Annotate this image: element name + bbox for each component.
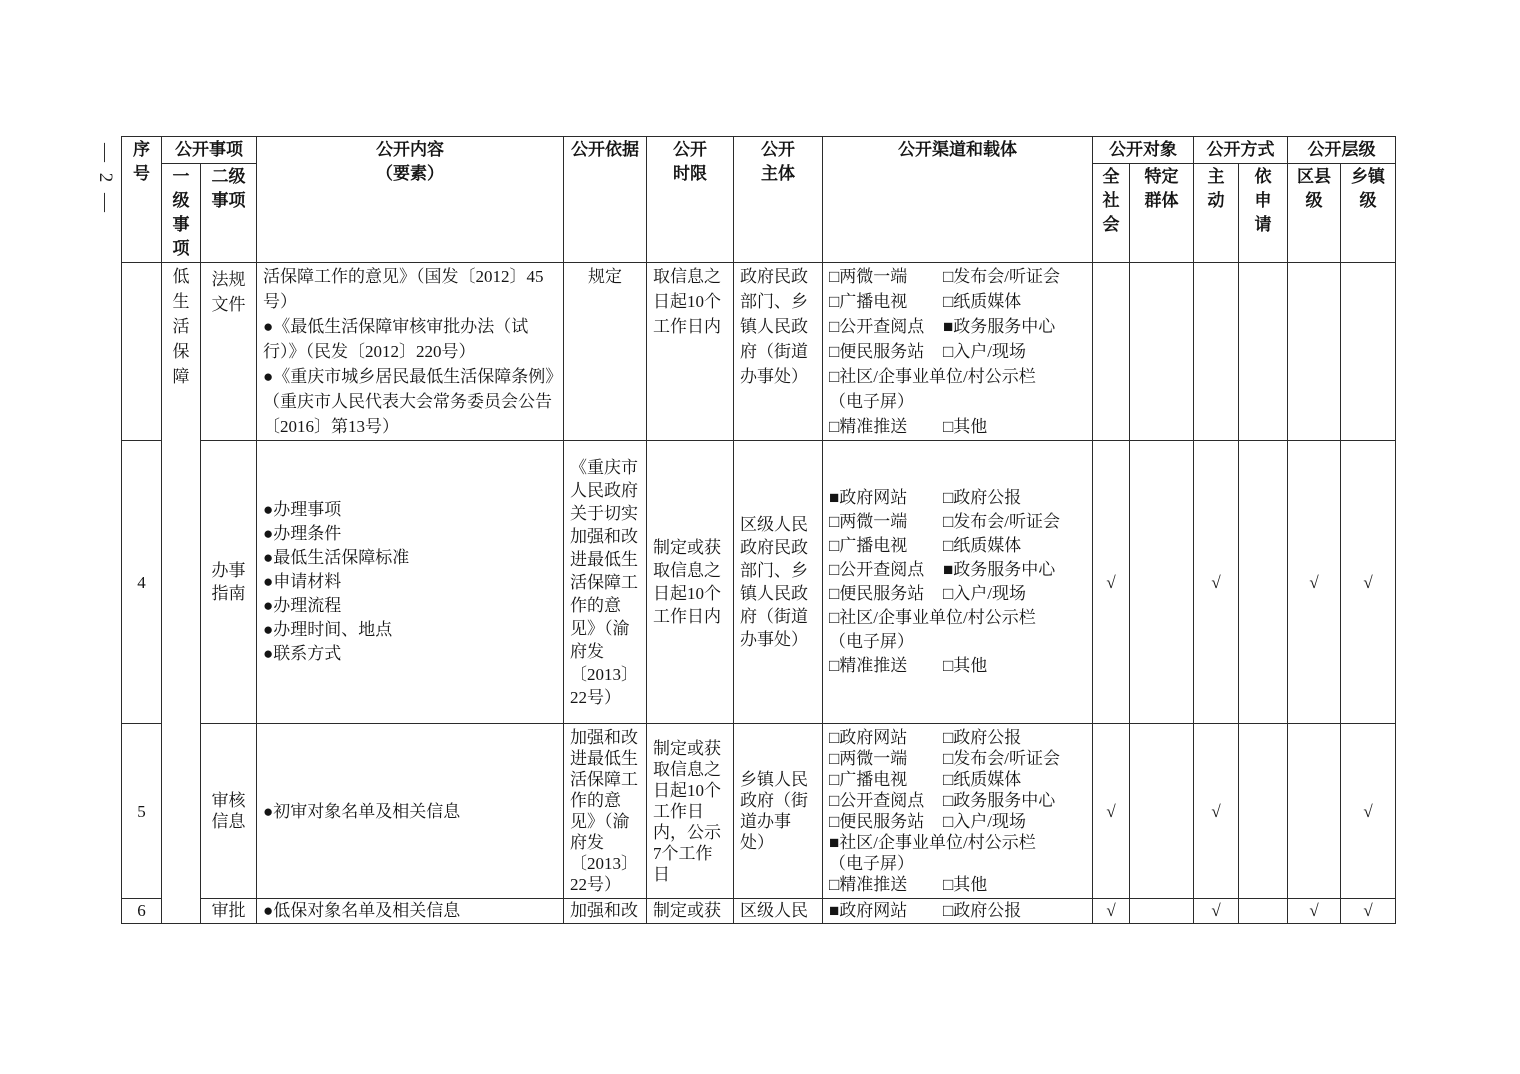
header-gongkai-zhuti — [734, 137, 823, 263]
header-gongkai-neirong-line2: （要素） — [376, 164, 444, 183]
cell-erji-shixiang — [201, 263, 257, 441]
cell-xuhao: 6 — [122, 899, 162, 924]
header-erji-shixiang — [201, 164, 257, 263]
cell-check-xiangzhenji — [1341, 263, 1396, 441]
header-yishenqing-label: 依申请 — [1254, 167, 1272, 234]
header-quxianji — [1288, 164, 1341, 263]
header-xuhao-label: 序号 — [133, 140, 150, 183]
cell-gongkai-yiju: 《重庆市人民政府关于切实加强和改进最低生活保障工作的意见》（渝府发〔2013〕22号） — [564, 441, 647, 724]
cell-check-xiangzhenji: √ — [1341, 899, 1396, 924]
header-yishenqing — [1239, 164, 1288, 263]
header-gongkai-zhuti-label: 公开主体 — [761, 140, 795, 183]
cell-check-quxianji — [1288, 263, 1341, 441]
header-gongkai-neirong — [257, 137, 564, 263]
cell-gongkai-shixian: 制定或获取信息之日起10个工作日内，公示7个工作日 — [647, 724, 734, 899]
cell-gongkai-zhuti: 区级人民政府民政部门、乡镇人民政府（街道办事处） — [734, 441, 823, 724]
cell-erji-shixiang — [201, 899, 257, 924]
cell-gongkai-zhuti: 乡镇人民政府（街道办事处） — [734, 724, 823, 899]
cell-erji-shixiang — [201, 441, 257, 724]
cell-check-xiangzhenji: √ — [1341, 441, 1396, 724]
header-zhudong-label: 主动 — [1207, 167, 1225, 210]
cell-gongkai-zhuti: 政府民政部门、乡镇人民政府（街道办事处） — [734, 263, 823, 441]
header-xiangzhenji — [1341, 164, 1396, 263]
cell-check-zhudong — [1194, 263, 1239, 441]
table-row-shenpi — [122, 899, 1396, 924]
cell-check-quxianji: √ — [1288, 441, 1341, 724]
header-xiangzhenji-label: 乡镇级 — [1351, 167, 1385, 210]
cell-check-zhudong: √ — [1194, 441, 1239, 724]
page-number: — 2 — — [95, 143, 116, 215]
header-quanshehui — [1093, 164, 1130, 263]
header-tedingqunti — [1130, 164, 1194, 263]
cell-check-yishenqing — [1239, 899, 1288, 924]
cell-gongkai-yiju: 加强和改 — [564, 899, 647, 924]
cell-check-tedingqunti — [1130, 899, 1194, 924]
cell-qudao-zaiti: ■政府网站 □政府公报 □两微一端 □发布会/听证会 □广播电视 □纸质媒体 □公开查阅点 ■政务服务中心 □便民服务站 □入户/现场 □社区/企事业单位/村公示栏 （电子屏） □精准推送 □其他 — [823, 441, 1093, 724]
header-quxianji-label: 区县级 — [1297, 167, 1331, 210]
header-yiji-label: 一级事项 — [172, 167, 190, 258]
cell-gongkai-shixian: 取信息之日起10个工作日内 — [647, 263, 734, 441]
cell-check-yishenqing — [1239, 263, 1288, 441]
cell-gongkai-yiju: 规定 — [564, 263, 647, 441]
erji-label: 办事指南 — [211, 561, 246, 603]
table-row-fagui-wenjian — [122, 263, 1396, 441]
header-quanshehui-label: 全社会 — [1102, 167, 1120, 234]
cell-gongkai-zhuti: 区级人民 — [734, 899, 823, 924]
cell-check-yishenqing — [1239, 724, 1288, 899]
header-xuhao — [122, 137, 162, 263]
cell-check-quxianji: √ — [1288, 899, 1341, 924]
cell-yiji-shixiang — [162, 263, 201, 924]
cell-check-quanshehui: √ — [1093, 724, 1130, 899]
cell-check-xiangzhenji: √ — [1341, 724, 1396, 899]
header-row-1 — [122, 137, 1396, 164]
cell-check-tedingqunti — [1130, 724, 1194, 899]
header-gongkai-neirong-line1: 公开内容 — [376, 140, 444, 159]
cell-gongkai-neirong: ●初审对象名单及相关信息 — [257, 724, 564, 899]
cell-check-zhudong: √ — [1194, 724, 1239, 899]
cell-check-quxianji — [1288, 724, 1341, 899]
header-tedingqunti-label: 特定群体 — [1144, 167, 1179, 210]
erji-label: 法规文件 — [211, 270, 246, 314]
table-row-shenhe-xinxi — [122, 724, 1396, 899]
cell-gongkai-neirong: ●办理事项 ●办理条件 ●最低生活保障标准 ●申请材料 ●办理流程 ●办理时间、地点 ●联系方式 — [257, 441, 564, 724]
cell-gongkai-neirong: 活保障工作的意见》（国发〔2012〕45号） ●《最低生活保障审核审批办法（试行）》（民发〔2012〕220号） ●《重庆市城乡居民最低生活保障条例》（重庆市人民代表大会常务委员会公告〔2016〕第13号） — [257, 263, 564, 441]
erji-label: 审批 — [211, 901, 246, 920]
cell-check-quanshehui: √ — [1093, 441, 1130, 724]
cell-xuhao: 5 — [122, 724, 162, 899]
erji-label: 审核信息 — [211, 791, 246, 831]
header-gongkai-fangshi: 公开方式 — [1194, 137, 1288, 164]
header-gongkai-yiju: 公开依据 — [564, 137, 647, 263]
table-row-banshi-zhinan — [122, 441, 1396, 724]
header-gongkai-shixiang: 公开事项 — [162, 137, 257, 164]
cell-qudao-zaiti: □政府网站 □政府公报 □两微一端 □发布会/听证会 □广播电视 □纸质媒体 □公开查阅点 □政务服务中心 □便民服务站 □入户/现场 ■社区/企事业单位/村公示栏 （电子屏） □精准推送 □其他 — [823, 724, 1093, 899]
cell-qudao-zaiti: ■政府网站 □政府公报 — [823, 899, 1093, 924]
cell-qudao-zaiti: □两微一端 □发布会/听证会 □广播电视 □纸质媒体 □公开查阅点 ■政务服务中心 □便民服务站 □入户/现场 □社区/企事业单位/村公示栏 （电子屏） □精准推送 □其他 — [823, 263, 1093, 441]
cell-gongkai-neirong: ●低保对象名单及相关信息 — [257, 899, 564, 924]
header-zhudong — [1194, 164, 1239, 263]
cell-gongkai-yiju: 加强和改进最低生活保障工作的意见》（渝府发〔2013〕22号） — [564, 724, 647, 899]
cell-check-tedingqunti — [1130, 441, 1194, 724]
header-gongkai-cengji: 公开层级 — [1288, 137, 1396, 164]
cell-gongkai-shixian: 制定或获 — [647, 899, 734, 924]
header-gongkai-shixian-label: 公开时限 — [673, 140, 707, 183]
header-erji-label: 二级事项 — [211, 167, 246, 210]
cell-erji-shixiang — [201, 724, 257, 899]
cell-gongkai-shixian: 制定或获取信息之日起10个工作日内 — [647, 441, 734, 724]
disclosure-table — [121, 136, 1396, 924]
cell-check-zhudong: √ — [1194, 899, 1239, 924]
cell-check-quanshehui — [1093, 263, 1130, 441]
header-yiji-shixiang — [162, 164, 201, 263]
yiji-label: 低生活保障 — [172, 267, 190, 386]
cell-check-quanshehui: √ — [1093, 899, 1130, 924]
header-gongkai-duixiang: 公开对象 — [1093, 137, 1194, 164]
cell-xuhao: 4 — [122, 441, 162, 724]
cell-xuhao — [122, 263, 162, 441]
cell-check-yishenqing — [1239, 441, 1288, 724]
header-gongkai-shixian — [647, 137, 734, 263]
header-qudao-zaiti: 公开渠道和载体 — [823, 137, 1093, 263]
cell-check-tedingqunti — [1130, 263, 1194, 441]
